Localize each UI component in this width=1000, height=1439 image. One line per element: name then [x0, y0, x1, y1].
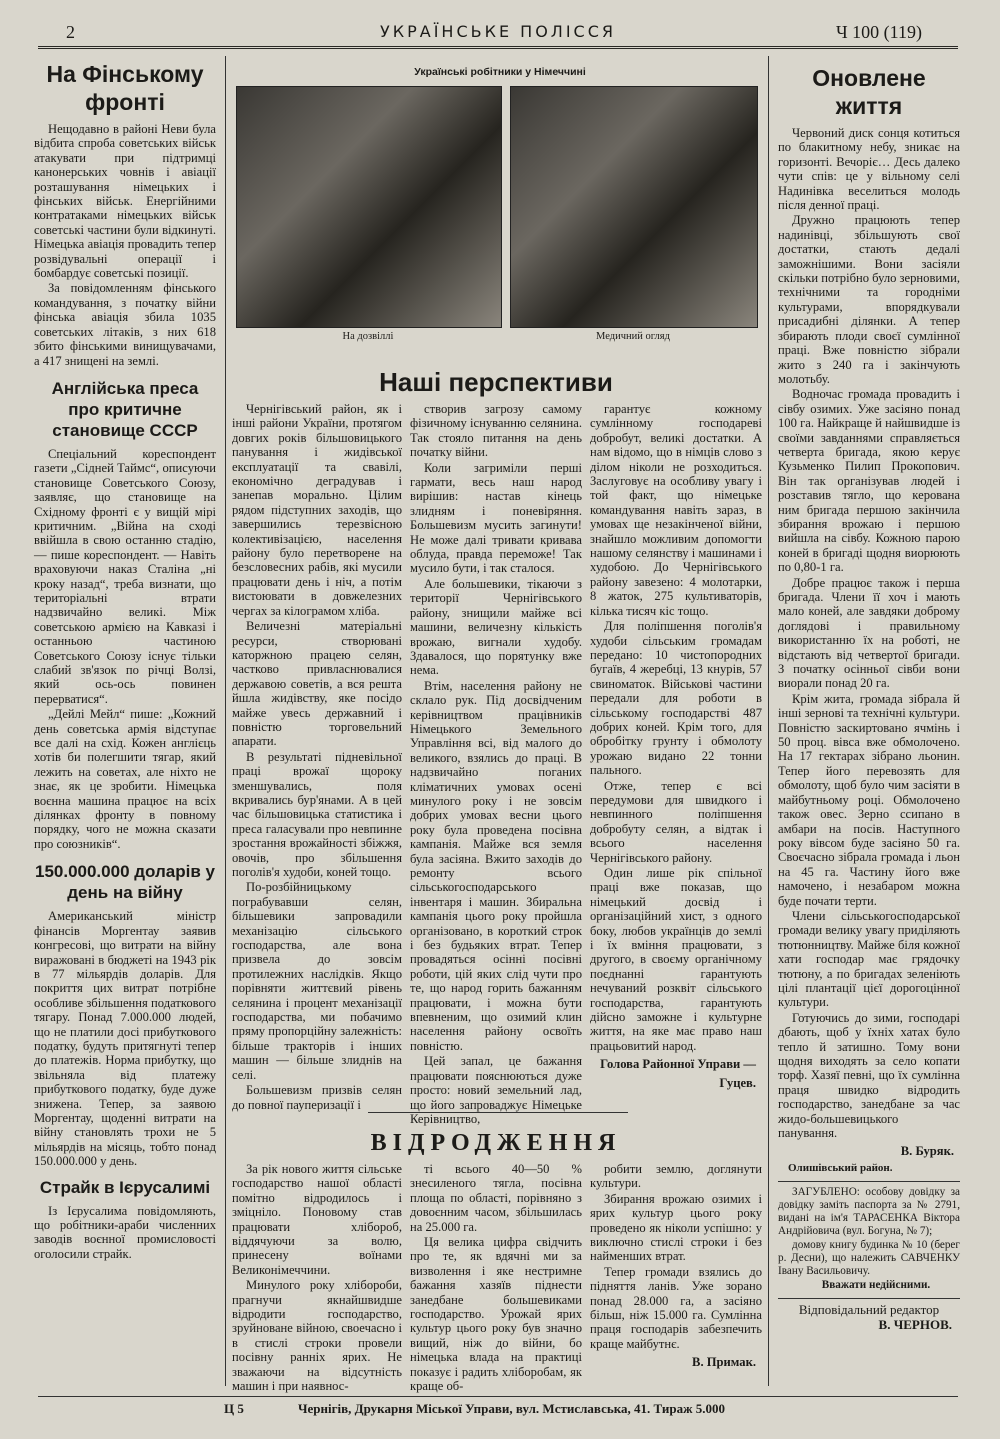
paragraph: По-розбійницькому пограбувавши селян, більшевики запровадили механізацію сільського господарства, але вона призвела до зовсім протилежних наслідків. Якщо порівняти життєвий рівень селянина і процент механізації господарства, ми побачимо пряму пропорційну залежність: більше тракторів і інших машин — більше злиднів на селі. [232, 880, 402, 1082]
headline: Наші перспективи [379, 367, 613, 397]
paragraph: Большевизм призвів селян до повної пауперизації і [232, 1083, 402, 1112]
headline: 150.000.000 доларів у день на війну [34, 862, 215, 903]
paragraph: Для поліпшення поголів'я худоби сільським громадам передано: 10 чистопородних бугаїв, 4 жеребці, 13 кнурів, 57 свиноматок. Військові частини передали для роботи в сільському господарстві 487 добрих коней. Крім того, для обробітку грунту і обмолоту урожаю видано 22 тонни пального. [590, 619, 762, 778]
photo-caption: Медичний огляд [596, 331, 670, 342]
paragraph: Цей запал, це бажання працювати пояснюються дуже просто: новий земельний лад, що його запроваджує Німецьке Керівництво, [410, 1054, 582, 1126]
article-column [590, 402, 762, 1092]
right-column [778, 62, 960, 1392]
issue-number: Ч 100 (119) [835, 22, 922, 42]
paragraph: В результаті підневільної праці врожаї щороку зменшувались, поля вкривались бур'янами. А в цей час більшовицька статистика і преса галасували про невпинне зростання врожайності збіжжя, овочів, про збільшення поголів'я худоби, коней тощо. [232, 749, 402, 879]
paragraph: Коли загриміли перші гармати, весь наш народ вирішив: настав кінець злидням і поневіряння. Большевизм мусить загинути! Не може далі тривати кривава облуда, правда переможе! Так мусило бути, і так сталося. [410, 460, 582, 576]
editor-name: В. ЧЕРНОВ. [878, 1316, 952, 1332]
photo-leisure [236, 86, 502, 328]
article-column [410, 1162, 582, 1394]
paragraph: Величезні матеріальні ресурси, створювані каторжною працею селян, частково привласнювалися державою советів, а вся решта йшла жидівству, яке посідо майже увесь державний і повністю торговельний апарати. [232, 619, 402, 749]
masthead [38, 18, 958, 49]
notice-line: Вважати недійсними. [821, 1279, 931, 1292]
photo-banner: Українські робітники у Німеччині [414, 66, 586, 78]
paragraph: Члени сільськогосподарської громади велику увагу приділяють тютюнництву. Майже біля кожної хати господар має грядочку тютюну, а по бригадах зеленіють цілі плантації цієї дорогоцінної культури. [778, 908, 960, 1010]
article-column [410, 402, 582, 1126]
paragraph: створив загрозу самому фізичному існуванню селянина. Так стояло питання на день початку війни. [410, 402, 582, 460]
paragraph: гарантує кожному сумлінному господареві добробут, великі достатки. А нам відомо, що в німців слово з ділом ніколи не розходиться. Заслуговує на особливу увагу і той факт, що німецьке командування навіть зараз, в умовах ще незакінченої війни, знайшло можливим допомогти нашому селянству і машинами і худобою. До Чернігівського району завезено: 4 молотарки, 8 жаток, 275 культиваторів, кілька тисяч кіс тощо. [590, 402, 762, 618]
signature: Гуцев. [719, 1075, 756, 1090]
notice-line: домову книгу будинка № 10 (берег р. Десни), що належить САВЧЕНКУ Івану Васильовичу. [778, 1239, 960, 1278]
headline: Страйк в Ієрусалимі [39, 1177, 211, 1197]
headline: На Фінському фронті [46, 61, 204, 115]
paragraph: Ця велика цифра свідчить про те, як вдячні ми за визволення і яке нестримне бажання хазяїв піднести занедбане большевиками господарство. Урожай ярих культур цього року був значно вищий, ніж до війни, бо німецька влада на практиці показує і радить хліборобам, як краще об- [410, 1235, 582, 1394]
signature-place: Олишівський район. [788, 1161, 893, 1174]
signature: В. Буряк. [900, 1144, 954, 1159]
paragraph: Крім жита, громада зібрала й інші зернові та технічні культури. Повністю заскиртовано ячмінь і 50 проц. вівса вже обмолочено. На 17 гектарах зібрано льонин. Тепер його перевозять для обмолоту, щоб було чим засіяти в майбутньому році. Обмолочено також овес. Зерно ссипано в амбари на посів. Наступного року вівсом буде засіяно 50 га. Своєчасно зібрала громада і льон на 45 га. Частину його вже намочено, і незабаром можна буде почати терти. [778, 691, 960, 908]
paragraph: Чернігівський район, як і інші райони України, протягом довгих років більшовицького панування і жидівської експлуатації та свавілі, економічно деградував і занепав морально. Цілим рядом підступних заходів, що завершились терезвісною колективізацією, населення району було перетворене на безсловесних рабів, які мусили працювати день і ніч, а потім вистоювати в довжелезних чергах за кілограмом хліба. [232, 402, 402, 618]
paragraph: Минулого року хлібороби, прагнучи якнайшвидше відродити господарство, зруйноване війною, своечасно і в стислі строки провели посівну ранніх ярих. Не зважаючи на відсутність машин і при наявнос- [232, 1278, 402, 1394]
paragraph: Готуючись до зими, господарі дбають, щоб у їхніх хатах було тепло й затишно. Тому вони щодня виходять за село копати торф. Хазяї певні, що їх сумлінна праця швидко відродить господарство, занедбане за час жидо-большевицького панування. [778, 1010, 960, 1141]
notice-line: ЗАГУБЛЕНО: особову довідку за довідку заміть паспорта за № 2791, видані на ім'я ТАРАСЕНКА Віктора Андрійовича (вул. Богуна, № 7); [778, 1186, 960, 1238]
paragraph: Американський міністр фінансів Моргентау заявив конгресові, що витрати на війну виражовані в бюджеті на 1943 рік в 77 мільярдів доларів. Для покриття цих витрат потрібне особливе збільшення податкового тягару. Понад 7.000.000 людей, що не платили досі прибуткового податку, будуть притягнуті тепер до платежів. Норма прибутку, що звільняла від платежу прибуткового податку, буде дуже знижена. Тепер, за заявою Моргентау, щоденні витрати на війну становлять трохи не 5 мільярдів на місяць, тобто понад 150.000.000 у день. [34, 909, 216, 1169]
paragraph: За повідомленням фінського командування, з початку війни фінська авіація збила 1035 советських літаків, з них 618 збито фінськими винищувачами, а 417 знищені на землі. [34, 281, 216, 368]
headline: ВІДРОДЖЕННЯ [370, 1130, 622, 1156]
paragraph: ті всього 40—50 % знесиленого тягла, посівна площа по області, порівняно з довоєнним часом, збільшилась на 25.000 га. [410, 1162, 582, 1234]
page-number: 2 [66, 22, 75, 42]
paragraph: Спеціальний кореспондент газети „Сідней Таймс“, описуючи становище Советського Союзу, заявляє, що становище на Східному фронті є у вищій мірі критичним. „Війна на сході ввійшла в свою останню стадію, — пише кореспондент. — Навіть враховуючи наказ Сталіна „ні кроку назад“, треба визнати, що територіальні втрати надзвичайно великі. Між советською армією на Кавказі і останньою частиною Советського Союзу існує тільки слабий зв'язок по річці Волзі, який ось-ось повинен перерватися“. [34, 446, 216, 706]
photo-medical [510, 86, 758, 328]
paragraph: робити землю, доглянути культури. [590, 1162, 762, 1191]
paragraph: Нещодавно в районі Неви була відбита спроба советських військ атакувати при підтримці канонерських човнів і авіації розташування німецьких і фінських військ. Енергійними контратаками німецьких військ советські частини були відкинуті. Німецька авіація провадить тепер розвідувальні операції і бомбардує советські позиції. [34, 122, 216, 281]
paragraph: Отже, тепер є всі передумови для швидкого і невпинного поліпшення добробуту селян, а відтак і всього населення Чернігівського району. [590, 778, 762, 865]
headline: Англійська преса про критичне становище СССР [51, 378, 199, 440]
column-rule [225, 56, 226, 1386]
paragraph: Дружно працюють тепер надинівці, збільшують свої достатки, стають дедалі заможнішими. Вони засіяли скільки потрібно було зерновими, технічними та городніми культурами, впорядкували присадибні ділянки. А тепер збирають плоди своєї сумлінної праці. Вже повністю зібрали жито з 240 га і закінчують молотьбу. [778, 213, 961, 386]
article-column [590, 1162, 762, 1388]
footer-printer: Чернігів, Друкарня Міської Управи, вул. Мстиславська, 41. Тираж 5.000 [298, 1401, 726, 1416]
footer [38, 1396, 958, 1419]
lost-documents-notice [778, 1181, 960, 1292]
paragraph: Водночас громада провадить і сівбу озимих. Уже засіяно понад 100 га. Найкраще й найшвидше із своїми завданнями справляється четверта бригада, якою керує Кузьменко Пилип Прокопович. Він так організував людей і розставив тягло, що керована ним бригада першою закінчила збирання врожаю і першою вийшла на сівбу. Кожною парою коней в бригаді щодня виорюють по 0,80-1 га. [778, 387, 960, 575]
photo-caption: На дозвіллі [342, 331, 394, 342]
paragraph: Тепер громади взялись до підняття ланів. Уже зорано понад 28.000 га, а засіяно більш, ніж 15.000 га. Сумлінна праця господарів забезпечить краще майбутнє. [590, 1264, 762, 1351]
paper-title: УКРАЇНСЬКЕ ПОЛІССЯ [380, 22, 616, 41]
paragraph: Добре працює також і перша бригада. Члени її хоч і мають мало коней, але завдяки доброму доглядові і правильному використанню їх на роботі, не відстають від четвертої бригади. З початку осінньої сівби вони виорали понад 20 га. [778, 575, 960, 691]
signature: Голова Районної Управи — [600, 1057, 756, 1072]
article-column [232, 402, 402, 1112]
paragraph: Один лише рік спільної праці вже показав, що німецький досвід і організаційний хист, з одного боку, любов українців до землі і їх вміння працювати, з другого, в своєму органічному поєднанні гарантують нечуваний розквіт сільського господарства, гарантують дійсно заможне і культурне життя, на яке має право наш працьовитий народ. [590, 866, 762, 1053]
footer-code: Ц 5 [224, 1401, 244, 1416]
paragraph: Але большевики, тікаючи з території Чернігівського району, знищили майже всі машини, величезну кількість врожаю, вигнали худобу. Здавалося, що порятунку вже нема. [410, 576, 582, 678]
left-column [34, 58, 216, 1388]
paragraph: Збирання врожаю озимих і ярих культур цього року проведено як ніколи успішно: у виключно стислі строки і без найменших втрат. [590, 1191, 762, 1264]
signature: В. Примак. [692, 1355, 756, 1370]
paragraph: „Дейлі Мейл“ пише: „Кожний день советська армія відступає все далі на схід. Кожен англієць хотів би полегшити тягар, який лежить на советах, але ніхто не знає, як це зробити. Німецька воєнна машина працює на всіх ділянках фронту в повному порядку, чого не можна сказати про союзників“. [34, 707, 216, 851]
column-rule [768, 56, 769, 1386]
paragraph: Червоний диск сонця котиться по блакитному небу, зникає на горизонті. Вечоріє… Десь далеко чути спів: це у вільному селі Надинівка веселиться молодь після денної праці. [778, 126, 960, 213]
article-column [232, 1162, 402, 1394]
paragraph: Втім, населення району не склало рук. Під досвідченим керівництвом працівників Німецького Земельного Управління всі, від малого до великого, взялись до праці. В надзвичайно поганих кліматичних умовах осені минулого року і не зовсім добрих умовах весни цього року була проведена посівна кампанія. Майже вся земля була засіяна. Вжито заходів до ремонту всього сільськогосподарського інвентаря і машин. Збиральна кампанія цього року пройшла організовано, в короткий строк і без будьяких втрат. Тепер провадяться осінні посівні роботи, цій яких слід чути про те, що народ горить бажанням працювати, і можна бути впевненим, що озимий клин населення району освоїть повністю. [410, 678, 582, 1053]
editor-label: Відповідальний редактор [778, 1298, 960, 1317]
paragraph: За рік нового життя сільське господарство нашої області помітно відродилось і зміцніло. Поновому став працювати хлібороб, віддячуючи за волю, принесену воїнами Великонімеччини. [232, 1162, 402, 1277]
paragraph: Із Ієрусалима повідомляють, що робітники-араби численних заводів воєнної промисловості оголосили страйк. [34, 1203, 216, 1261]
headline: Оновлене життя [812, 65, 926, 119]
